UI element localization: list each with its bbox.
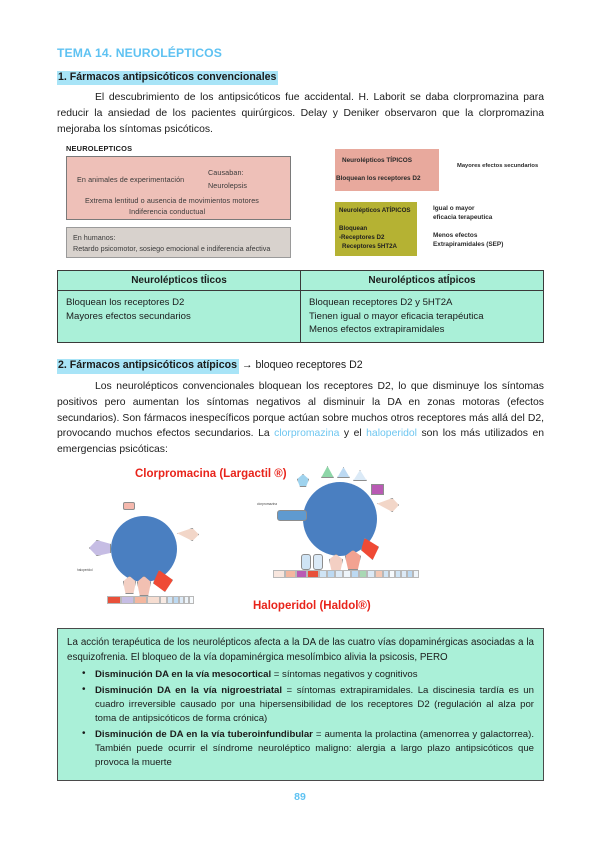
atypical-side-note-4: Extrapiramidales (SEP) <box>433 240 504 248</box>
neurolepticos-diagram <box>57 144 544 264</box>
section-2-heading-tail: → bloqueo receptores D2 <box>238 359 363 372</box>
atypical-box-line-4: Receptores 5HT2A <box>342 242 398 250</box>
section-2-text-a: Los neurolépticos convencionales bloquean los receptores D2, lo que disminuye los síntomas positivos pero aumentan los síntomas negativos al disminuir la DA en zonas motoras (efectos secundarios). Son fármacos inespecíficos porque actúan sobre muchos otros receptores más allá del D2, provocando muchos efectos secundarios. La <box>57 380 544 440</box>
pink-box-line-2: Causaban: <box>208 167 244 177</box>
summary-box <box>57 628 544 781</box>
summary-item-3-bold: Disminución de DA en la vía tuberoinfundibular <box>95 729 313 741</box>
diagram-gray-box <box>66 227 291 258</box>
summary-item-3-rest: = aumenta la prolactina (amenorrea y galactorrea). También puede ocurrir el síndrome neuroléptico maligno: alergia a largo plazo antipsicóticos que provoca la muerte <box>95 729 534 768</box>
page-content <box>57 46 544 781</box>
summary-item-2-rest: = síntomas extrapiramidales. La discinesia tardía es un cuadro irreversible causado por una hipersensibilidad de los receptores D2 (regulación al alza por toma de antipsicóticos de forma crónica) <box>95 685 534 725</box>
section-2-paragraph <box>57 379 544 458</box>
atypical-side-note-1: Igual o mayor <box>433 204 475 212</box>
receptor-tag-right-9 <box>313 554 323 570</box>
table-cell-atypical-line-2: Tienen igual o mayor eficacia terapéutica <box>309 310 484 322</box>
diagram-typical-box <box>335 149 439 191</box>
page-title: TEMA 14. NEUROLÉPTICOS <box>57 46 222 60</box>
summary-item-1-bold: Disminución DA en la vía mesocortical <box>95 669 272 681</box>
receptor-tag-right-4 <box>353 470 367 481</box>
pink-box-line-3: Neurolepsis <box>208 180 248 190</box>
section-2-heading: 2. Fármacos antipsicóticos atípicos <box>57 359 239 374</box>
comparison-table <box>57 270 544 344</box>
figure-label-clorpromacina: Clorpromacina (Largactil ®) <box>135 468 287 481</box>
table-cell-typical-line-2: Mayores efectos secundarios <box>66 310 191 322</box>
receptor-tag-left-2 <box>177 528 199 541</box>
list-item <box>95 684 534 726</box>
receptor-tag-right-2 <box>321 466 334 478</box>
pink-box-line-1: En animales de experimentación <box>77 174 185 184</box>
molecule-diagram-left <box>77 492 257 602</box>
molecule-core-left <box>111 516 177 582</box>
section-1-paragraph: El descubrimiento de los antipsicóticos fue accidental. H. Laborit se daba clorpromazina para reducir la ansiedad de los pacientes quirúrgicos. Delay y Deniker observaron que la clorpromazina mejoraba los síntomas psicóticos. <box>57 92 544 135</box>
receptor-tag-left-3 <box>89 540 111 556</box>
table-cell-atypical <box>301 290 544 343</box>
receptor-tag-right-7 <box>277 510 307 521</box>
summary-item-1-rest: = síntomas negativos y cognitivos <box>271 669 418 681</box>
table-header-typical: Neurolépticos tÍicos <box>58 270 301 290</box>
molecule-diagram-right <box>255 466 445 591</box>
typical-box-line-2: Bloquean los receptores D2 <box>336 174 421 182</box>
section-2-text-c: son los más utilizados en emergencias psicóticas: <box>57 428 544 456</box>
figure-label-haloperidol: Haloperidol (Haldol®) <box>253 600 371 613</box>
table-header-atypical: Neurolépticos atÍpicos <box>301 270 544 290</box>
section-1-heading-row <box>57 65 544 87</box>
section-2-heading-row <box>57 353 544 375</box>
figure-caption-haloperidol: haloperidol <box>77 568 93 573</box>
summary-list <box>67 668 534 769</box>
receptor-tag-left-1 <box>123 502 135 510</box>
typical-side-note: Mayores efectos secundarios <box>457 162 539 169</box>
list-item <box>95 668 534 682</box>
gray-box-line-2: Retardo psicomotor, sosiego emocional e indiferencia afectiva <box>73 243 271 253</box>
table-cell-typical-line-1: Bloquean los receptores D2 <box>66 296 185 308</box>
drug-clorpromazina: clorpromazina <box>274 428 340 440</box>
table-cell-atypical-line-1: Bloquean receptores D2 y 5HT2A <box>309 296 453 308</box>
receptor-tag-right-3 <box>337 467 350 478</box>
atypical-side-note-3: Menos efectos <box>433 231 478 239</box>
atypical-box-line-1: Neurolépticos ATÍPICOS <box>339 206 411 214</box>
drug-haloperidol: haloperidol <box>366 428 417 440</box>
atypical-side-note-2: eficacia terapeutica <box>433 213 493 221</box>
receptor-tag-right-8 <box>301 554 311 570</box>
list-item <box>95 728 534 770</box>
typical-box-line-1: Neurolépticos TÍPICOS <box>342 156 412 164</box>
pink-box-line-5: Indiferencia conductual <box>129 206 206 216</box>
affinity-bar-right <box>273 570 419 578</box>
table-cell-atypical-line-3: Menos efectos extrapiramidales <box>309 324 445 336</box>
figure-caption-clorpromazina: clorpromazina <box>257 502 278 507</box>
gray-box-line-1: En humanos: <box>73 232 116 242</box>
pink-box-line-4: Extrema lentitud o ausencia de movimientos motores <box>85 195 259 205</box>
atypical-box-line-2: Bloquean <box>339 224 368 232</box>
receptor-tag-right-6 <box>377 498 399 512</box>
receptor-tag-right-1 <box>297 474 309 487</box>
diagram-title: NEUROLEPTICOS <box>66 143 133 153</box>
affinity-bar-left <box>107 596 194 604</box>
receptor-affinity-figure <box>57 464 544 624</box>
summary-lead: La acción terapéutica de los neurolépticos afecta a la DA de las cuatro vías dopaminérgicas asociadas a la esquizofrenia. El bloqueo de la vía dopaminérgica mesolímbico alivia la psicosis, PERO <box>67 637 534 663</box>
section-1-heading: 1. Fármacos antipsicóticos convencionales <box>57 71 278 86</box>
receptor-tag-right-5 <box>371 484 384 495</box>
atypical-box-line-3: -Receptores D2 <box>339 233 385 241</box>
receptor-tag-right-12 <box>361 538 379 560</box>
page-number: 89 <box>294 791 306 803</box>
diagram-atypical-box <box>335 202 417 256</box>
summary-item-2-bold: Disminución DA en la vía nigroestriatal <box>95 685 283 697</box>
diagram-pink-box <box>66 156 291 220</box>
table-cell-typical <box>58 290 301 343</box>
table-header-row <box>58 270 544 290</box>
table-row <box>58 290 544 343</box>
section-2-text-b: y el <box>339 428 367 440</box>
